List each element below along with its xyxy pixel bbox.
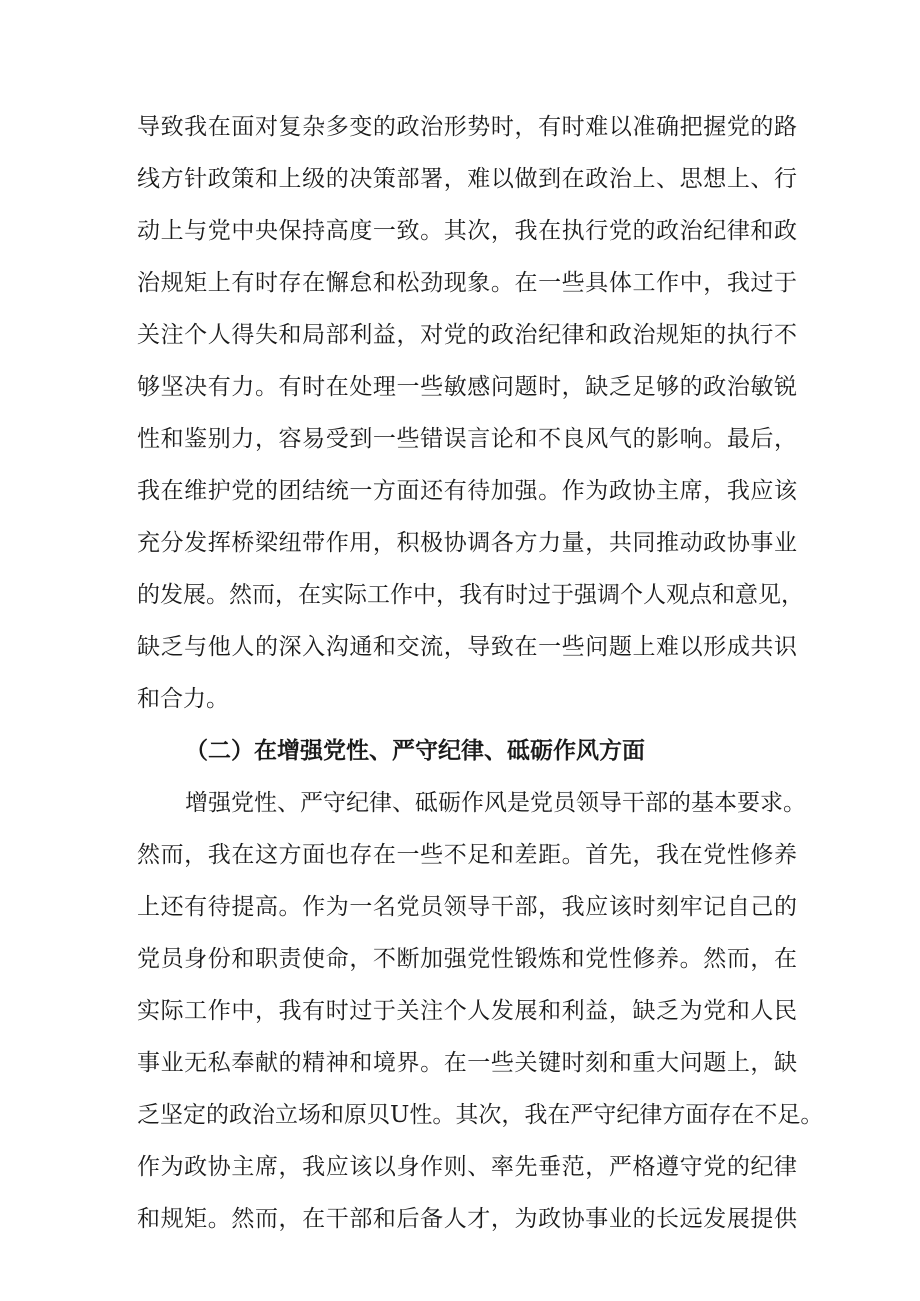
paragraph-2-line: 和规矩。然而，在干部和后备人才，为政协事业的长远发展提供 (137, 1206, 797, 1232)
paragraph-1-line: 治规矩上有时存在懈怠和松劲现象。在一些具体工作中，我过于 (137, 270, 797, 296)
paragraph-2-line: 上还有待提高。作为一名党员领导干部，我应该时刻牢记自己的 (137, 894, 797, 920)
paragraph-2-line: 事业无私奉献的精神和境界。在一些关键时刻和重大问题上，缺 (137, 1050, 797, 1076)
paragraph-1-line: 导致我在面对复杂多变的政治形势时，有时难以准确把握党的路 (137, 114, 797, 140)
paragraph-1-line: 线方针政策和上级的决策部署，难以做到在政治上、思想上、行 (137, 166, 797, 192)
paragraph-2-line: 然而，我在这方面也存在一些不足和差距。首先，我在党性修养 (137, 842, 797, 868)
paragraph-2-line: 作为政协主席，我应该以身作则、率先垂范，严格遵守党的纪律 (137, 1154, 797, 1180)
paragraph-2-line: 增强党性、严守纪律、砥砺作风是党员领导干部的基本要求。 (185, 790, 806, 816)
paragraph-1-line: 充分发挥桥梁纽带作用，积极协调各方力量，共同推动政协事业 (137, 530, 797, 556)
paragraph-1-line: 的发展。然而，在实际工作中，我有时过于强调个人观点和意见， (137, 582, 804, 608)
paragraph-2-line: 乏坚定的政治立场和原贝U性。其次，我在严守纪律方面存在不足。 (137, 1102, 824, 1128)
paragraph-1-line: 性和鉴别力，容易受到一些错误言论和不良风气的影响。最后， (137, 426, 797, 452)
paragraph-1-line: 关注个人得失和局部利益，对党的政治纪律和政治规矩的执行不 (137, 322, 797, 348)
paragraph-1-line: 动上与党中央保持高度一致。其次，我在执行党的政治纪律和政 (137, 218, 797, 244)
paragraph-2-line: 实际工作中，我有时过于关注个人发展和利益，缺乏为党和人民 (137, 998, 797, 1024)
paragraph-1-line: 缺乏与他人的深入沟通和交流，导致在一些问题上难以形成共识 (137, 634, 797, 660)
paragraph-2-line: 党员身份和职责使命，不断加强党性锻炼和党性修养。然而，在 (137, 946, 797, 972)
paragraph-1-line: 够坚决有力。有时在处理一些敏感问题时，缺乏足够的政治敏锐 (137, 374, 797, 400)
paragraph-1-line: 和合力。 (137, 686, 229, 712)
paragraph-1-line: 我在维护党的团结统一方面还有待加强。作为政协主席，我应该 (137, 478, 797, 504)
section-heading: （二）在增强党性、严守纪律、砥砺作风方面 (185, 738, 645, 764)
